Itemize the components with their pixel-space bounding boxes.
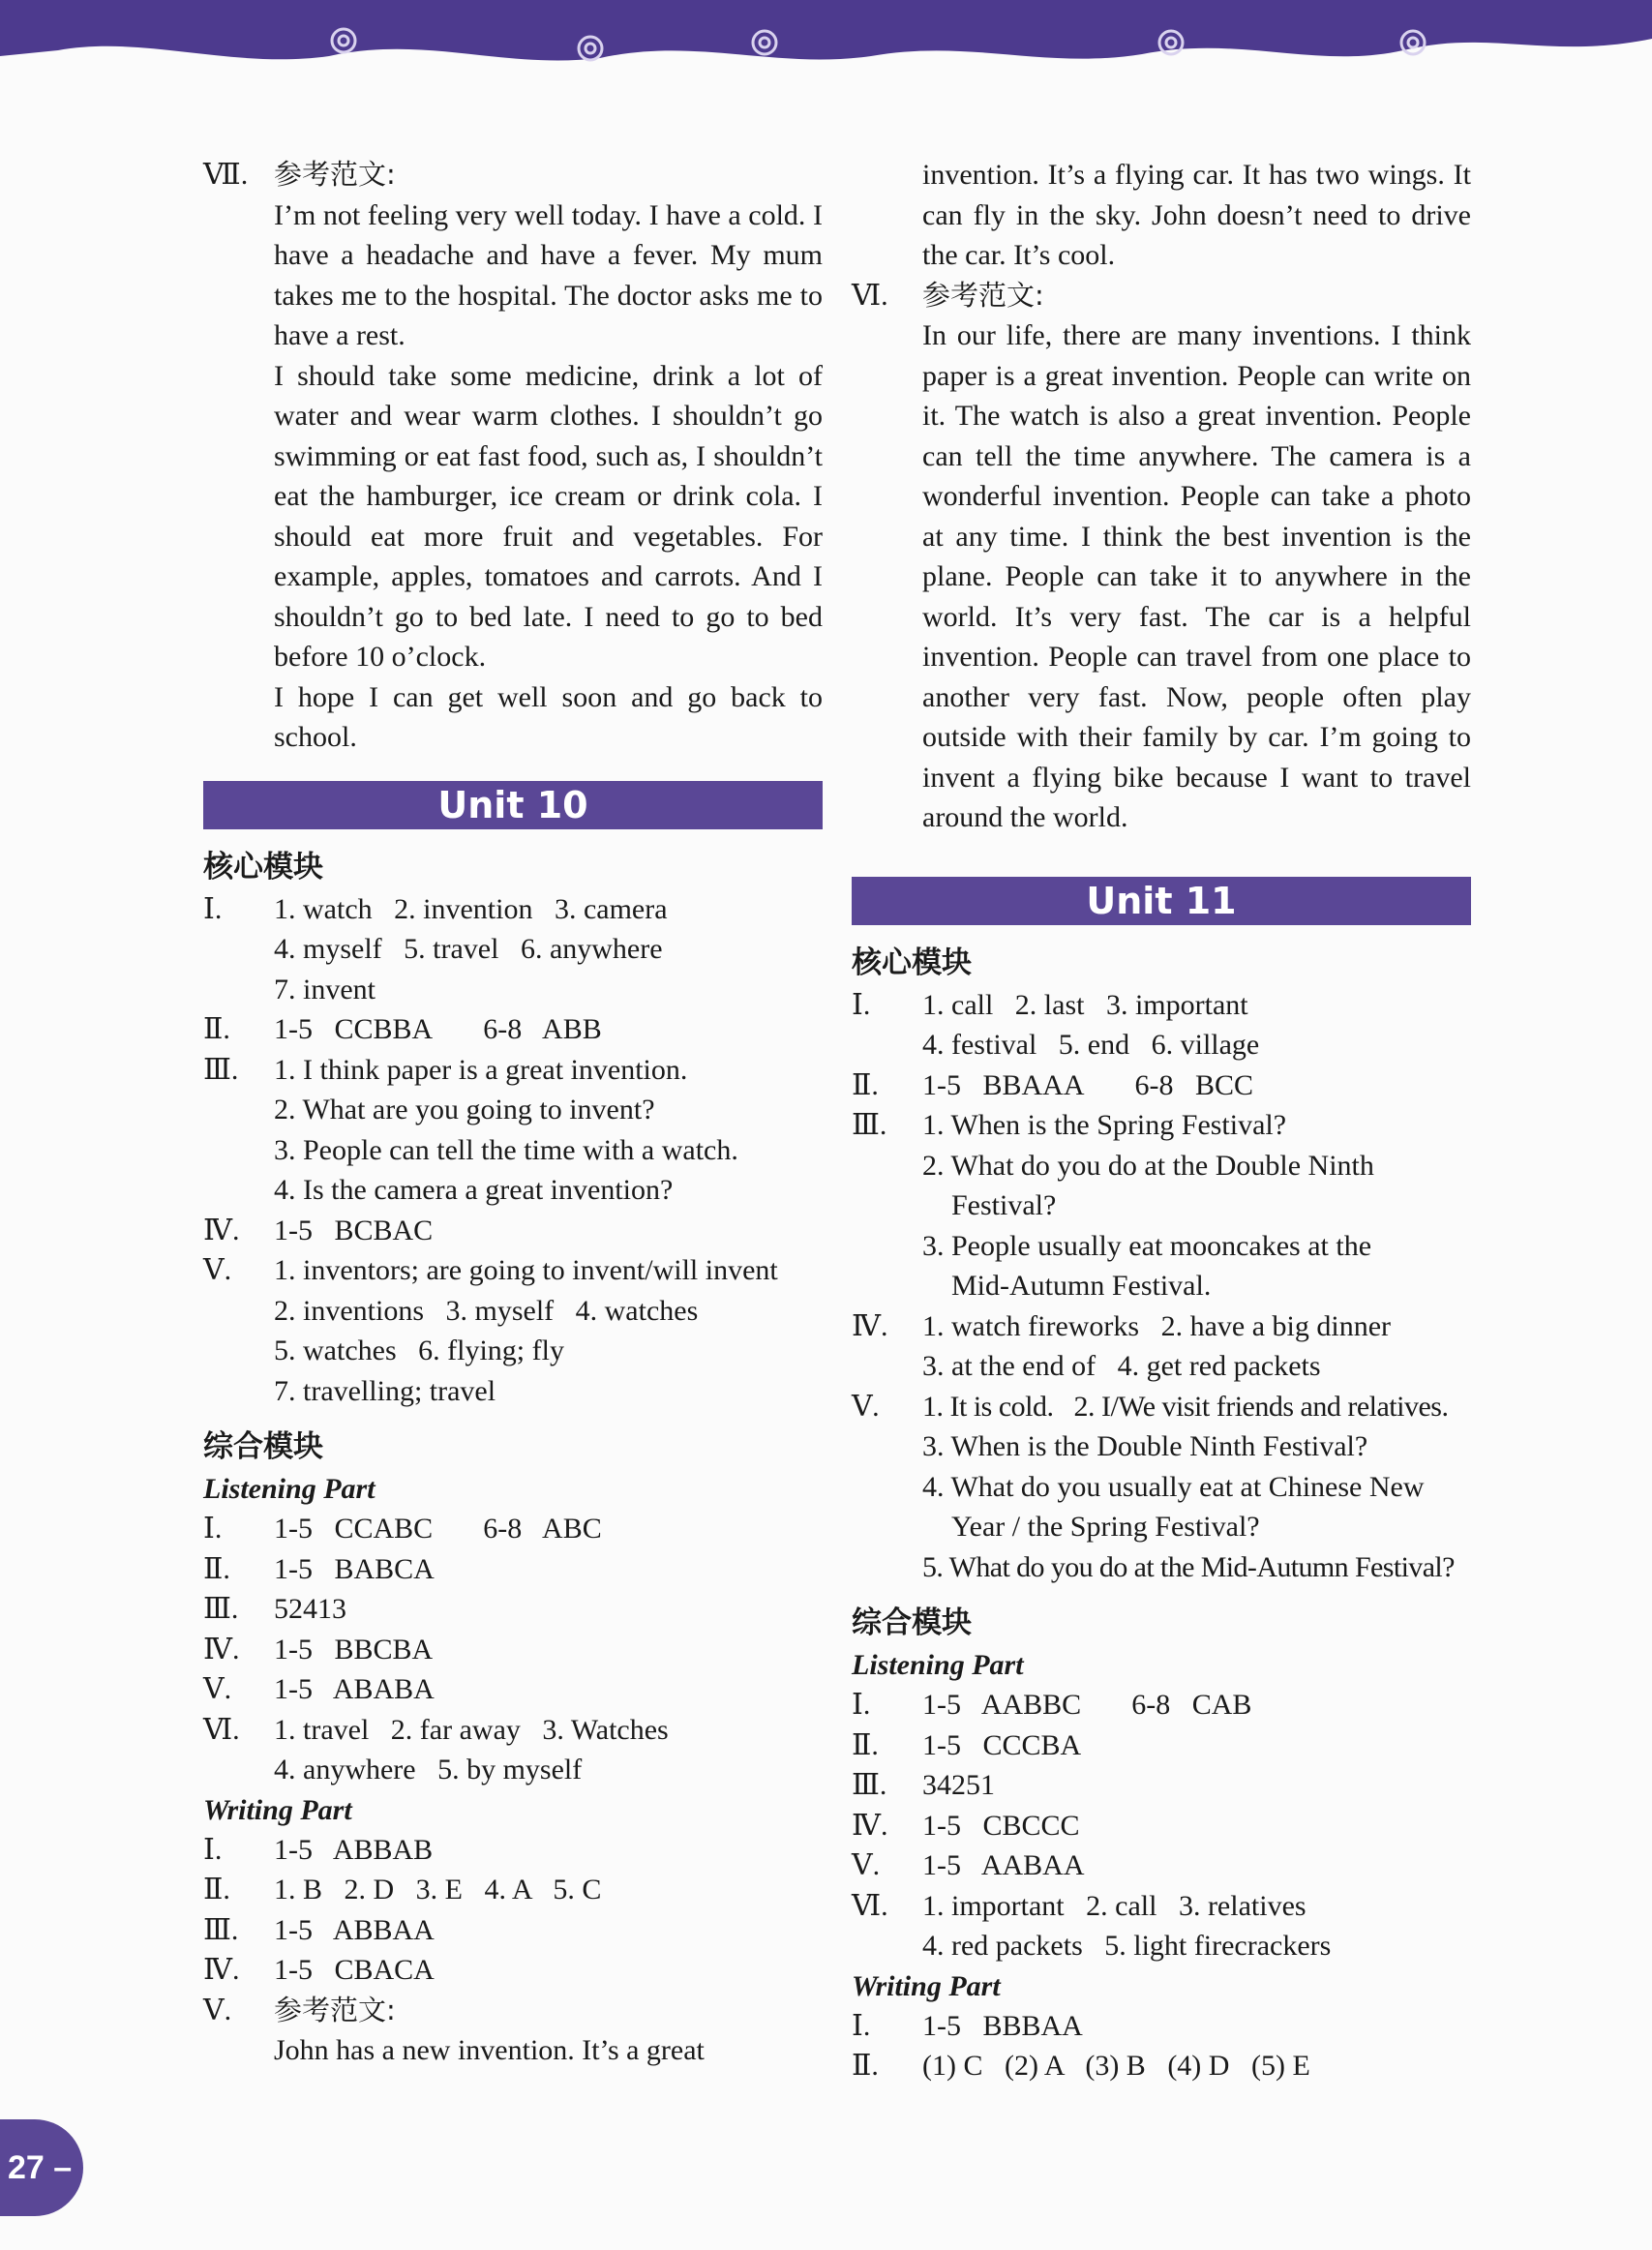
- answer-row: Ⅱ. 1-5 BABCA: [203, 1552, 435, 1585]
- answer-row: Ⅴ. 参考范文:: [203, 1993, 396, 2026]
- answer-row: Year / the Spring Festival?: [951, 1511, 1260, 1543]
- core-module-title: 核心模块: [852, 945, 972, 980]
- answer-row: 4. What do you usually eat at Chinese New: [922, 1470, 1425, 1503]
- essay-paragraph: John has a new invention. It’s a great: [274, 2034, 705, 2066]
- right-column: [852, 155, 1471, 2086]
- answer-row: 5. watches 6. flying; fly: [274, 1335, 564, 1366]
- answer-row: Ⅳ. 1. watch fireworks 2. have a big dinner: [852, 1309, 1392, 1342]
- sample-essay-label: 参考范文:: [922, 278, 1044, 312]
- essay-paragraph: In our life, there are many inventions. I think paper is a great invention. People can write on it. The watch is also a great invention. People can tell the time anywhere. The camera is a wonderful invention. People can take a photo at any time. I think the best invention is the plane. People can take it to anywhere in the world. It’s very fast. The car is a helpful invention. People can travel from one place to another very fast. Now, people often play outside with their family by car. I’m going to invent a flying bike because I want to travel around the world.: [922, 319, 1471, 833]
- answer-row: 4. anywhere 5. by myself: [274, 1754, 583, 1785]
- answer-row: 5. What do you do at the Mid-Autumn Festival?: [922, 1550, 1455, 1583]
- answer-row: Ⅴ. 1. inventors; are going to invent/will invent: [203, 1254, 778, 1286]
- answer-row: Ⅵ. 1. important 2. call 3. relatives: [852, 1889, 1307, 1922]
- answer-row: 2. What are you going to invent?: [274, 1094, 655, 1125]
- comprehensive-module-title: 综合模块: [852, 1605, 972, 1640]
- answer-row: 4. myself 5. travel 6. anywhere: [274, 933, 663, 965]
- answer-row: 7. travelling; travel: [274, 1374, 496, 1407]
- answer-row: Ⅴ. 1-5 AABAA: [852, 1849, 1085, 1881]
- page-number: 27 –: [0, 2119, 83, 2216]
- essay-continuation: invention. It’s a flying car. It has two wings. It can fly in the sky. John doesn’t need to drive the car. It’s cool.: [922, 159, 1471, 271]
- answer-row: 2. inventions 3. myself 4. watches: [274, 1294, 699, 1327]
- section-vi-heading: Ⅵ. 参考范文:: [852, 278, 1044, 312]
- answer-row: Ⅱ. 1-5 CCCBA: [852, 1728, 1082, 1761]
- answer-row: 4. Is the camera a great invention?: [274, 1174, 674, 1206]
- essay-paragraph-2: I should take some medicine, drink a lot of water and wear warm clothes. I shouldn’t go swimming or eat fast food, such as, I shouldn’t eat the hamburger, ice cream or drink cola. I should eat more fruit and vegetables. For example, apples, tomatoes and carrots. And I shouldn’t go to bed late. I need to go to bed before 10 o’clock.: [274, 359, 823, 673]
- answer-row: 4. festival 5. end 6. village: [922, 1029, 1260, 1061]
- listening-part-title: Listening Part: [852, 1649, 1024, 1681]
- answer-row: 3. at the end of 4. get red packets: [922, 1350, 1321, 1382]
- answer-row: Ⅰ. 1. watch 2. invention 3. camera: [203, 892, 668, 925]
- answer-row: 4. red packets 5. light firecrackers: [922, 1930, 1332, 1962]
- answer-row: Ⅰ. 1-5 ABBAB: [203, 1833, 434, 1866]
- answer-row: Ⅳ. 1-5 BCBAC: [203, 1214, 434, 1246]
- answer-row: Festival?: [951, 1189, 1057, 1221]
- unit-10-title: Unit 10: [203, 781, 823, 829]
- writing-part-title: Writing Part: [203, 1793, 352, 1826]
- answer-row: 7. invent: [274, 973, 375, 1005]
- answer-row: Ⅳ. 1-5 CBCCC: [852, 1809, 1080, 1842]
- answer-row: Mid-Autumn Festival.: [951, 1270, 1212, 1302]
- answer-row: Ⅱ. 1-5 CCBBA 6-8 ABB: [203, 1013, 602, 1045]
- answer-row: Ⅳ. 1-5 CBACA: [203, 1954, 435, 1986]
- answer-row: Ⅲ. 1. I think paper is a great invention.: [203, 1053, 688, 1086]
- writing-part-title: Writing Part: [852, 1969, 1001, 2002]
- answer-row: 3. People usually eat mooncakes at the: [922, 1229, 1372, 1262]
- core-module-title: 核心模块: [203, 849, 323, 885]
- answer-row: Ⅴ. 1. It is cold. 2. I/We visit friends and relatives.: [852, 1390, 1449, 1423]
- sample-essay-label: 参考范文:: [274, 158, 396, 191]
- answer-row: 3. People can tell the time with a watch.: [274, 1133, 738, 1166]
- answer-row: Ⅰ. 1. call 2. last 3. important: [852, 988, 1248, 1021]
- answer-row: Ⅵ. 1. travel 2. far away 3. Watches: [203, 1713, 669, 1746]
- answer-row: Ⅱ. 1-5 BBAAA 6-8 BCC: [852, 1068, 1254, 1101]
- decorative-top-banner: [0, 0, 1652, 77]
- answer-row: Ⅲ. 1. When is the Spring Festival?: [852, 1109, 1287, 1141]
- listening-part-title: Listening Part: [203, 1473, 375, 1505]
- answer-row: Ⅲ. 52413: [203, 1593, 346, 1625]
- unit-11-title: Unit 11: [852, 877, 1471, 925]
- roman-label: Ⅶ.: [203, 159, 249, 191]
- comprehensive-module-title: 综合模块: [203, 1429, 323, 1464]
- answer-row: Ⅴ. 1-5 ABABA: [203, 1673, 435, 1705]
- answer-row: Ⅲ. 34251: [852, 1769, 995, 1801]
- essay-paragraph-3: I hope I can get well soon and go back to school.: [274, 680, 823, 753]
- answer-row: Ⅱ. 1. B 2. D 3. E 4. A 5. C: [203, 1874, 602, 1905]
- answer-row: Ⅰ. 1-5 BBBAA: [852, 2009, 1083, 2042]
- essay-paragraph-1: I’m not feeling very well today. I have a cold. I have a headache and have a fever. My mum takes me to the hospital. The doctor asks me to have a rest.: [274, 198, 823, 351]
- answer-row: Ⅱ. (1) C (2) A (3) B (4) D (5) E: [852, 2050, 1310, 2082]
- answer-row: 2. What do you do at the Double Ninth: [922, 1149, 1374, 1182]
- section-vii-heading: [203, 155, 823, 195]
- answer-row: Ⅳ. 1-5 BBCBA: [203, 1633, 434, 1665]
- answer-row: 3. When is the Double Ninth Festival?: [922, 1430, 1368, 1462]
- left-column: [203, 155, 823, 2071]
- answer-row: Ⅰ. 1-5 AABBC 6-8 CAB: [852, 1689, 1252, 1721]
- answer-row: Ⅲ. 1-5 ABBAA: [203, 1913, 435, 1946]
- answer-row: Ⅰ. 1-5 CCABC 6-8 ABC: [203, 1513, 602, 1545]
